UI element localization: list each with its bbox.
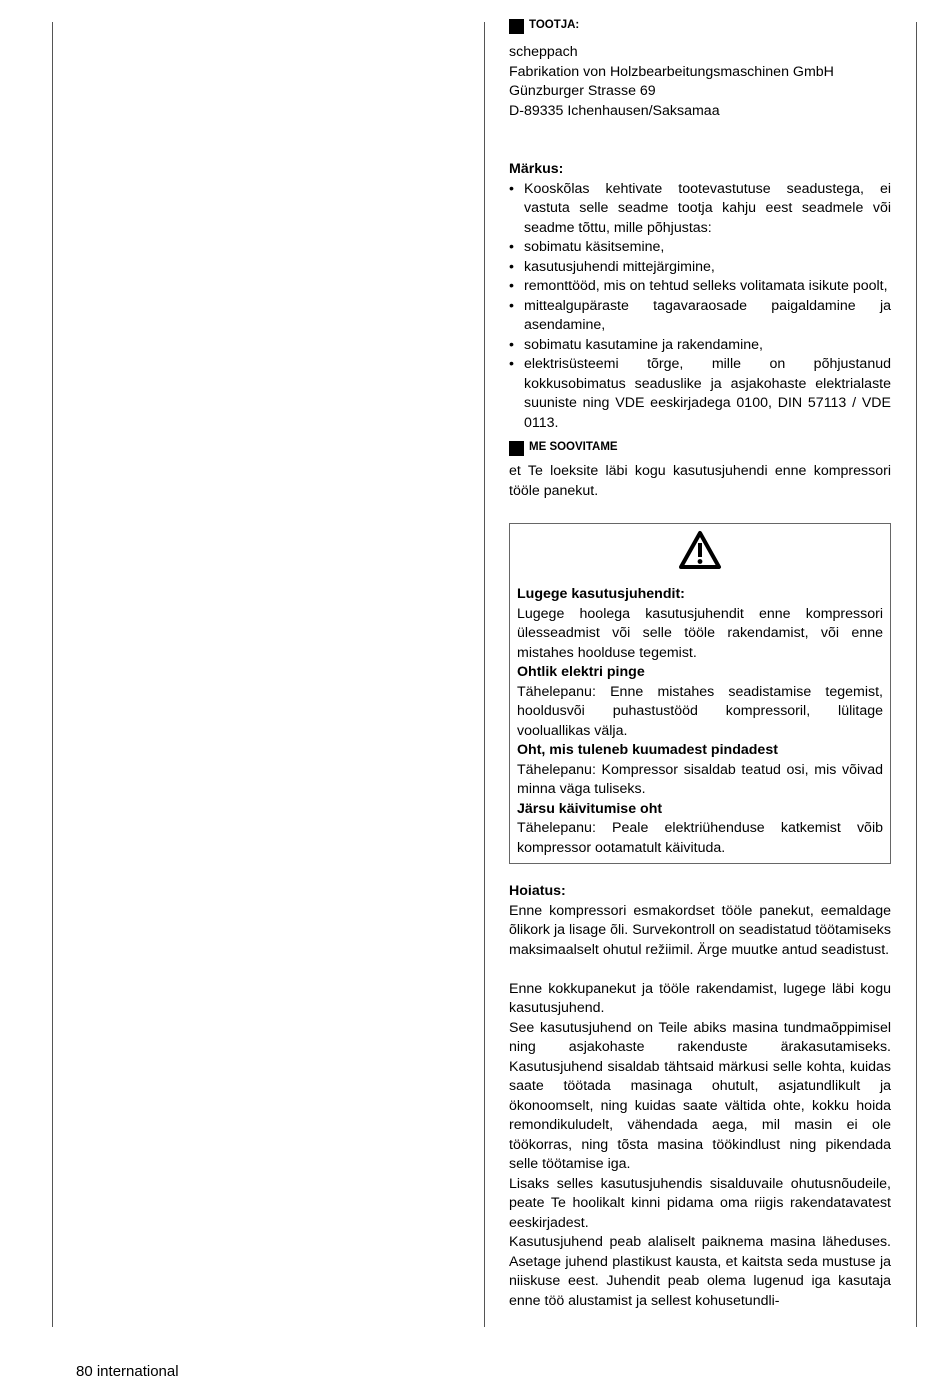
caution-text: Enne kompressori esmakordset tööle panekut, eemaldage õlikork ja lisage õli. Survekontroll on seadistatud töötamiseks maksimaalselt ohutul režiimil. Ärge muutke antud seadistust. xyxy=(509,902,891,958)
warning-section-title: Järsu käivitumise oht xyxy=(517,800,663,817)
manufacturer-line: D-89335 Ichenhausen/Saksamaa xyxy=(509,102,720,119)
note-list-item: • remonttööd, mis on tehtud selleks volitamata isikute poolt, xyxy=(509,277,891,297)
manufacturer-heading xyxy=(509,17,891,35)
note-list xyxy=(509,180,891,434)
center-column-rule xyxy=(484,22,485,1327)
manufacturer-address xyxy=(509,43,891,121)
manufacturer-line: scheppach xyxy=(509,44,578,60)
page-number: 80 international xyxy=(76,1363,179,1380)
square-bullet-icon xyxy=(509,441,524,456)
recommend-heading-text: ME SOOVITAME xyxy=(529,441,618,454)
warning-section-title: Lugege kasutusjuhendit: xyxy=(517,586,685,602)
note-list-item: • sobimatu kasutamine ja rakendamine, xyxy=(509,336,891,356)
note-list-item: • kasutusjuhendi mittejärgimine, xyxy=(509,258,891,278)
note-list-item: • elektrisüsteemi tõrge, mille on põhjustanud kokkusobimatus seaduslike ja asjakohaste elektrialaste suuniste ning VDE eeskirjadega 0100, DIN 57113 / VDE 0113. xyxy=(509,355,891,433)
warning-box xyxy=(509,523,891,864)
caution-title: Hoiatus: xyxy=(509,883,566,899)
note-list-item: • sobimatu käsitsemine, xyxy=(509,238,891,258)
square-bullet-icon xyxy=(509,19,524,34)
recommend-heading xyxy=(509,439,891,457)
note-title: Märkus: xyxy=(509,161,564,177)
manufacturer-line: Günzburger Strasse 69 xyxy=(509,83,656,99)
warning-section-text: Lugege hoolega kasutusjuhendit enne kompressori ülesseadmist või selle tööle rakendamist, või enne mistahes hoolduse tegemist. xyxy=(517,605,883,661)
manufacturer-line: Fabrikation von Holzbearbeitungsmaschinen GmbH xyxy=(509,63,834,80)
right-margin-rule xyxy=(916,22,917,1327)
body-paragraph: See kasutusjuhend on Teile abiks masina tundmaõppimisel ning asjakohaste rakenduste ärakasutamiseks. Kasutusjuhend sisaldab tähtsaid märkusi selle kohta, kuidas saate töötada masinaga ohutult, asjatundlikult ja ökonoomselt, ning kuidas saate vältida ohte, kokku hoida remondikuludelt, vähendada aega, mil masin ei ole töökorras, ning tõsta masina töökindlust ning pikendada selle töötamise iga. xyxy=(509,1019,891,1172)
warning-section-text: Tähelepanu: Peale elektriühenduse katkemist võib kompressor ootamatult käivituda. xyxy=(517,820,883,856)
warning-section-title: Oht, mis tuleneb kuumadest pindadest xyxy=(517,742,778,758)
warning-section-title: Ohtlik elektri pinge xyxy=(517,664,645,680)
right-text-column xyxy=(509,17,891,1311)
warning-section-text: Tähelepanu: Enne mistahes seadistamise tegemist, hooldusvõi puhastustööd kompressoril, lülitage vooluallikas välja. xyxy=(517,683,883,739)
body-paragraph: Enne kokkupanekut ja tööle rakendamist, lugege läbi kogu kasutusjuhend. xyxy=(509,980,891,1016)
left-margin-rule xyxy=(52,22,53,1327)
warning-triangle-icon xyxy=(517,530,883,572)
note-list-item: • mittealgupäraste tagavaraosade paigaldamine ja asendamine, xyxy=(509,297,891,336)
warning-section-text: Tähelepanu: Kompressor sisaldab teatud osi, mis võivad minna väga tuliseks. xyxy=(517,761,883,797)
note-list-item: • Kooskõlas kehtivate tootevastutuse seadustega, ei vastuta selle seadme tootja kahju eest seadmele või seadme tõttu, mille põhjustas: xyxy=(509,180,891,239)
body-paragraph: Lisaks selles kasutusjuhendis sisalduvaile ohutusnõudeile, peate Te hoolikalt kinni pidama oma riigis rakendatavatest eeskirjadest. xyxy=(509,1175,891,1231)
manufacturer-heading-text: TOOTJA: xyxy=(529,19,580,32)
body-paragraph: Kasutusjuhend peab alaliselt paiknema masina läheduses. Asetage juhend plastikust kausta, et kaitsta seda mustuse ja niiskuse eest. Juhendit peab olema lugenud iga kasutaja enne töö alustamist ja sellest kohusetundli- xyxy=(509,1234,891,1309)
recommend-text: et Te loeksite läbi kogu kasutusjuhendi enne kompressori tööle panekut. xyxy=(509,463,891,499)
